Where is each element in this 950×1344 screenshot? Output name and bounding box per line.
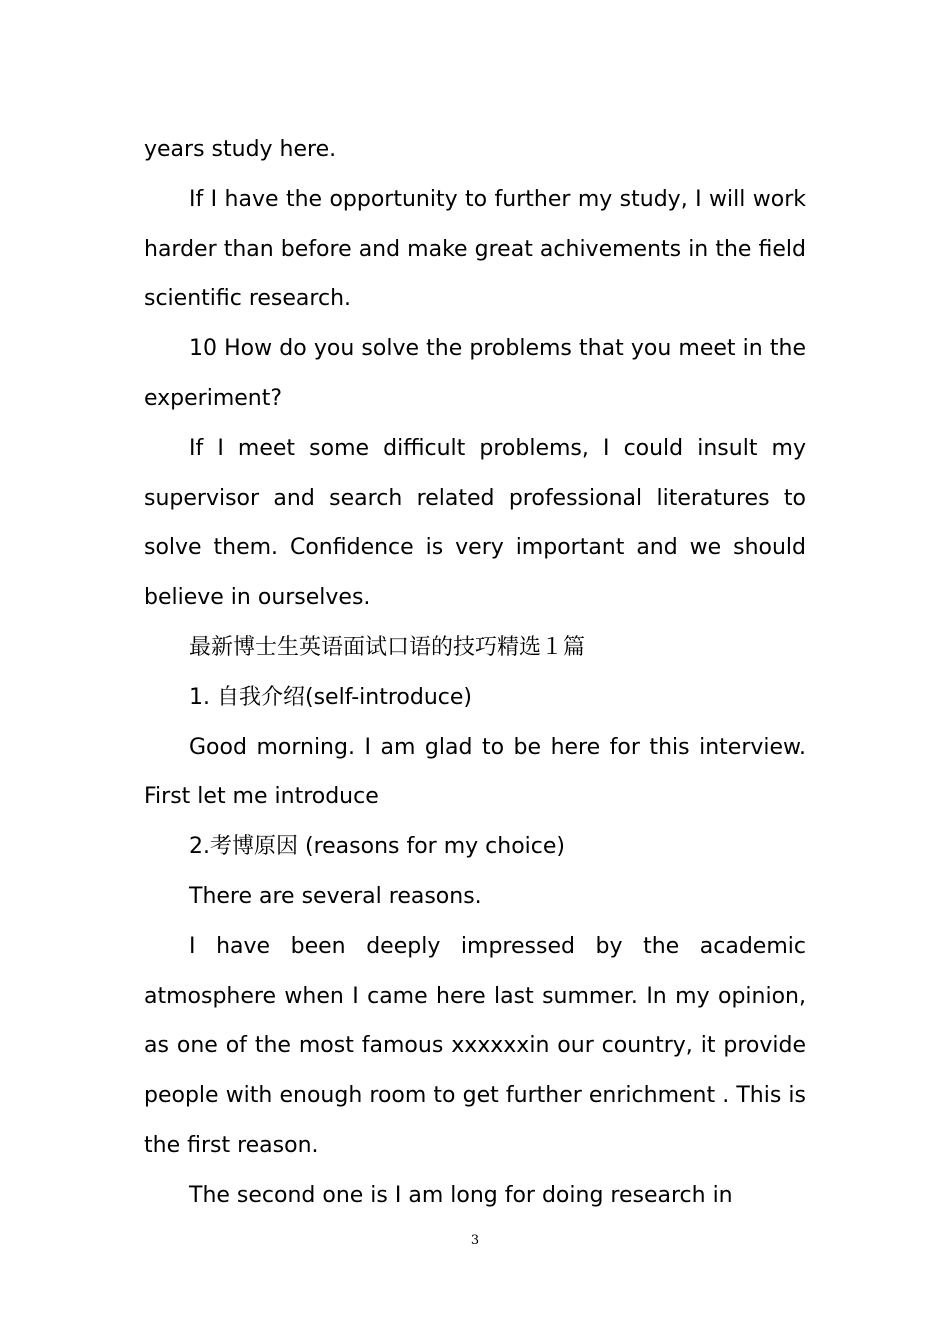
paragraph-further-study: If I have the opportunity to further my study, I will work harder than before and make great achivements in the field scientific research. [144,186,806,312]
page-number: 3 [470,1233,480,1248]
paragraph-first-reason: I have been deeply impressed by the academic atmosphere when I came here last summer. In my opinion, as one of the most famous xxxxxxin our country, it provide people with enough room to get further enrichment . This is the first reason. [144,933,806,1158]
section-heading: 最新博士生英语面试口语的技巧精选１篇 [189,634,586,660]
paragraph-second-reason: The second one is I am long for doing research in [189,1182,733,1208]
paragraph-several-reasons: There are several reasons. [189,883,482,909]
paragraph-answer-10: If I meet some difficult problems, I could insult my supervisor and search related professional literatures to solve them. Confidence is very important and we should believe in ourselves. [144,435,806,611]
paragraph-continuation: years study here. [144,137,337,162]
body-text [144,125,806,1221]
paragraph-reasons-heading: 2.考博原因 (reasons for my choice) [189,834,565,860]
paragraph-question-10: 10 How do you solve the problems that you meet in the experiment? [144,336,806,411]
paragraph-self-introduce-heading: 1. 自我介绍(self-introduce) [189,684,472,710]
paragraph-good-morning: Good morning. I am glad to be here for this interview. First let me introduce [144,734,806,810]
